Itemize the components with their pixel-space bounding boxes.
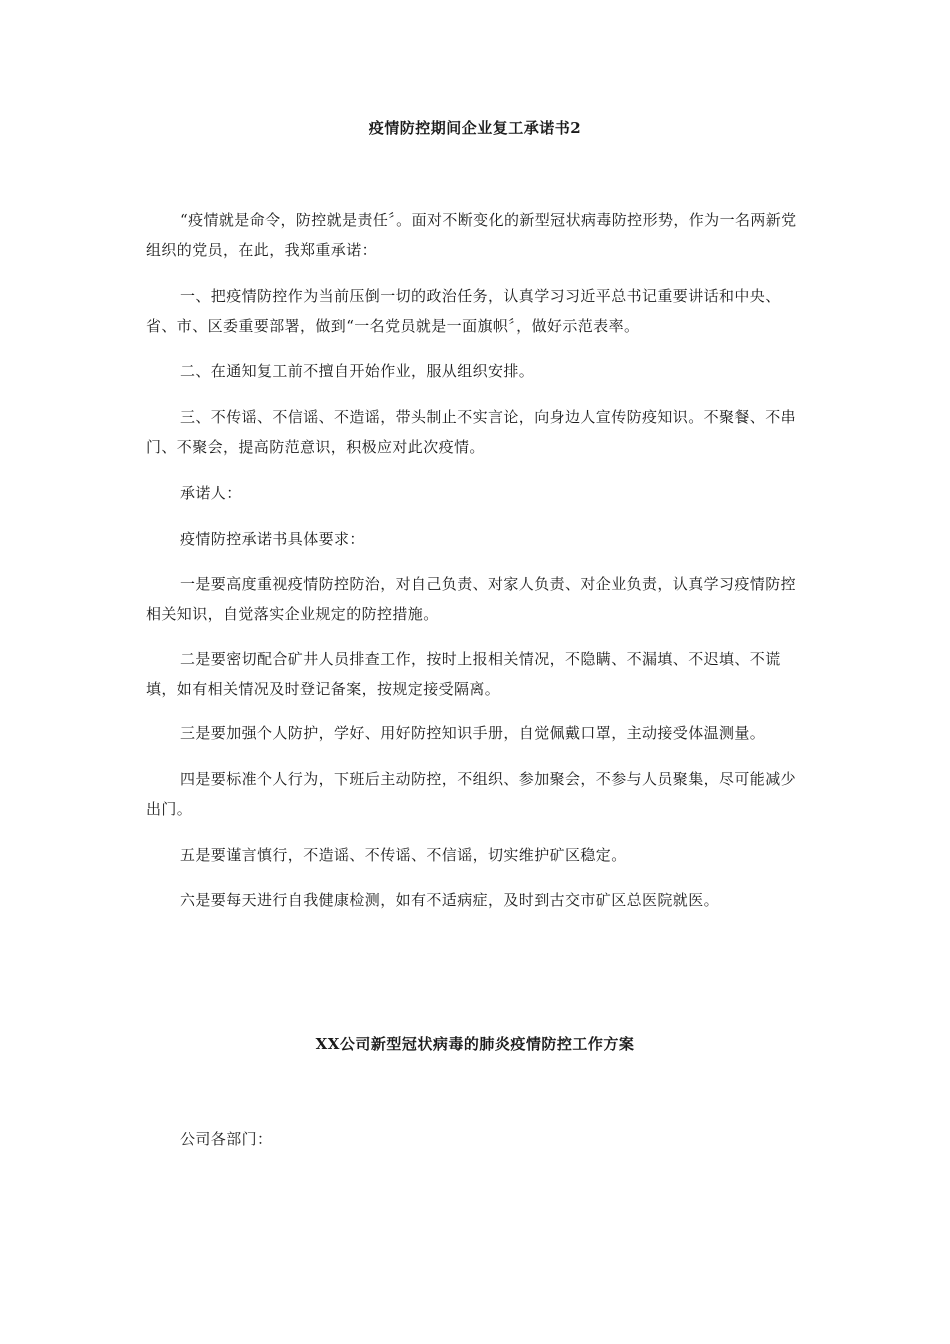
paragraph-requirement-4: 四是要标准个人行为，下班后主动防控，不组织、参加聚会，不参与人员聚集，尽可能减少出门。 xyxy=(146,770,797,818)
paragraph-requirement-6: 六是要每天进行自我健康检测，如有不适病症，及时到古交市矿区总医院就医。 xyxy=(180,891,720,909)
paragraph-requirement-1: 一是要高度重视疫情防控防治，对自己负责、对家人负责、对企业负责，认真学习疫情防控相关知识，自觉落实企业规定的防控措施。 xyxy=(146,575,797,623)
paragraph-signatory: 承诺人： xyxy=(180,484,242,502)
paragraph-pledge-intro: “疫情就是命令，防控就是责任〞。面对不断变化的新型冠状病毒防控形势，作为一名两新党组织的党员，在此，我郑重承诺： xyxy=(146,211,797,259)
paragraph-pledge-1: 一、把疫情防控作为当前压倒一切的政治任务，认真学习习近平总书记重要讲话和中央、省、市、区委重要部署，做到“一名党员就是一面旗帜〞，做好示范表率。 xyxy=(146,287,781,335)
paragraph-requirements-heading: 疫情防控承诺书具体要求： xyxy=(180,530,365,548)
paragraph-pledge-3: 三、不传谣、不信谣、不造谣，带头制止不实言论，向身边人宣传防疫知识。不聚餐、不串门、不聚会，提高防范意识，积极应对此次疫情。 xyxy=(146,408,797,456)
document2-title: XX公司新型冠状病毒的肺炎疫情防控工作方案 xyxy=(315,1035,635,1053)
paragraph-requirement-3: 三是要加强个人防护，学好、用好防控知识手册，自觉佩戴口罩，主动接受体温测量。 xyxy=(180,724,766,742)
paragraph-pledge-2: 二、在通知复工前不擅自开始作业，服从组织安排。 xyxy=(180,362,535,380)
paragraph-requirement-5: 五是要谨言慎行，不造谣、不传谣、不信谣，切实维护矿区稳定。 xyxy=(180,846,627,864)
paragraph-requirement-2: 二是要密切配合矿井人员排查工作，按时上报相关情况，不隐瞒、不漏填、不迟填、不谎填，如有相关情况及时登记备案，按规定接受隔离。 xyxy=(146,650,781,698)
document-title: 疫情防控期间企业复工承诺书2 xyxy=(368,119,582,137)
paragraph-greeting: 公司各部门： xyxy=(180,1130,273,1148)
